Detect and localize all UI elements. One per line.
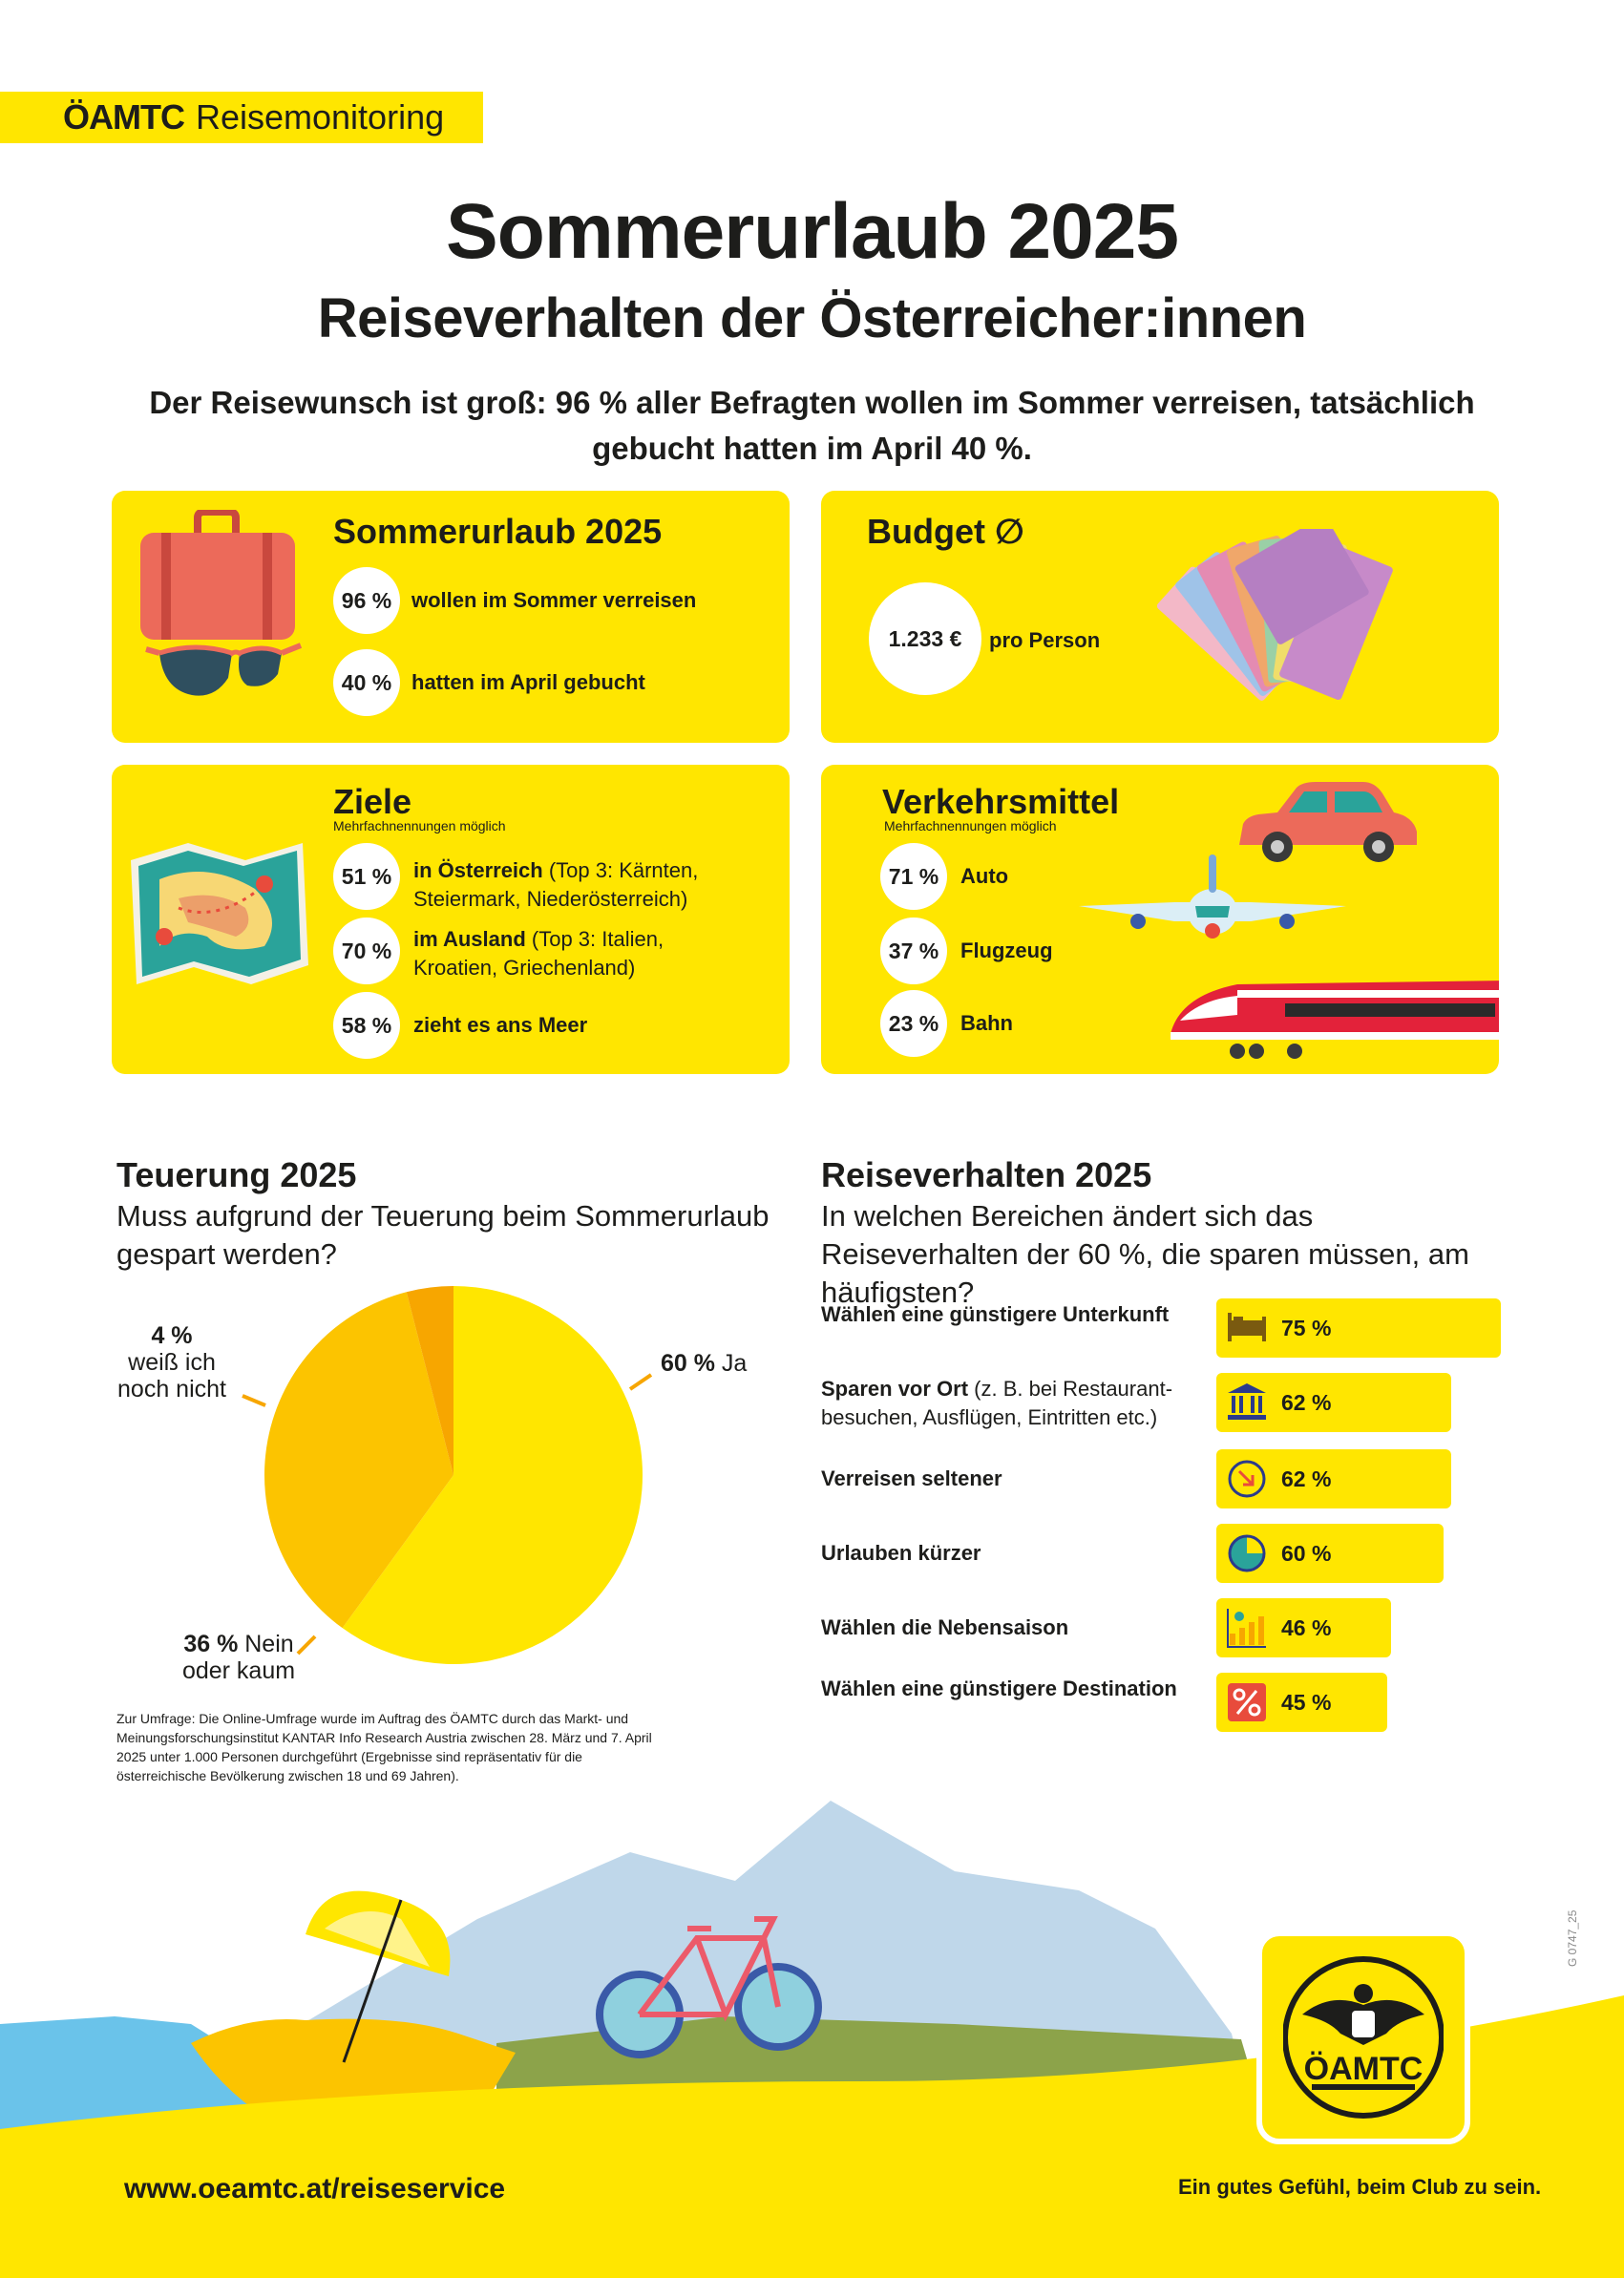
destination-pct-circle: 58 % (333, 992, 400, 1059)
card-destinations-note: Mehrfachnennungen möglich (333, 818, 506, 833)
budget-circle: 1.233 € (869, 582, 981, 695)
inflation-title: Teuerung 2025 (116, 1155, 357, 1194)
destination-rest: (Top 3: Kärnten, Steiermark, Niederösterreich) (413, 858, 699, 911)
destination-rest: (Top 3: Italien, Kroatien, Griechenland) (413, 927, 664, 980)
destination-bold: in Österreich (413, 858, 543, 882)
transport-label: Auto (960, 864, 1009, 888)
destination-pct-circle: 70 % (333, 918, 400, 984)
behaviour-bar-chart (821, 1298, 1501, 1747)
pie-label-ja-pct: 60 % (661, 1350, 715, 1377)
survey-footnote: Zur Umfrage: Die Online-Umfrage wurde im Auftrag des ÖAMTC durch das Markt- und Meinungsforschungsinstitut KANTAR Info Research Austria zwischen 28. März und 7. April 2025 unter 1.000 Personen durchgeführt (Ergebnisse sind repräsentativ für die österreichische Bevölkerung zwischen 18 und 69 Jahren). (116, 1711, 652, 1783)
destination-text (413, 856, 728, 914)
behaviour-row-rest: (z. B. bei Restaurant-besuchen, Ausflügen, Eintritten etc.) (821, 1377, 1173, 1429)
behaviour-bar-value: 45 % (1281, 1689, 1332, 1715)
page-title: Sommerurlaub 2025 (446, 188, 1178, 275)
behaviour-row-label (821, 1465, 1193, 1493)
behaviour-bar-value: 46 % (1281, 1614, 1332, 1640)
train-icon (1171, 977, 1499, 1065)
card-destinations-title: Ziele (333, 782, 412, 821)
destination-pct-circle: 51 % (333, 843, 400, 910)
summer-label: wollen im Sommer verreisen (411, 588, 697, 612)
budget-label: pro Person (989, 628, 1101, 652)
summer-pct-circle: 96 % (333, 567, 400, 634)
behaviour-question: In welchen Bereichen ändert sich das Reiseverhalten der 60 %, die sparen müssen, am häufigsten? (821, 1199, 1469, 1309)
clock-icon (1226, 1532, 1268, 1574)
behaviour-bar-value: 62 % (1281, 1466, 1332, 1491)
pie-leader-unsure (243, 1396, 265, 1405)
behaviour-row-label (821, 1375, 1193, 1432)
behaviour-bar-value: 75 % (1281, 1315, 1332, 1340)
card-budget (821, 491, 1499, 743)
behaviour-bar (1216, 1449, 1451, 1508)
behaviour-bar-value: 60 % (1281, 1540, 1332, 1566)
card-summer-title: Sommerurlaub 2025 (333, 512, 663, 551)
badge-logo-text: ÖAMTC (1303, 2051, 1424, 2087)
behaviour-row-bold: Verreisen seltener (821, 1466, 1002, 1490)
card-transport-title: Verkehrsmittel (882, 782, 1120, 821)
pie-label-nein-pct: 36 % (183, 1631, 239, 1657)
pie-label-nein (162, 1631, 315, 1684)
behaviour-bar (1216, 1298, 1501, 1358)
summer-pct-circle: 40 % (333, 649, 400, 716)
behaviour-bar (1216, 1524, 1444, 1583)
footer-url[interactable]: www.oeamtc.at/reiseservice (124, 2173, 506, 2204)
pie-label-nein-text2: oder kaum (181, 1657, 296, 1684)
transport-label: Flugzeug (960, 939, 1053, 962)
transport-pct-circle: 71 % (880, 843, 947, 910)
airplane-icon (1079, 854, 1346, 969)
transport-label: Bahn (960, 1011, 1013, 1035)
banknotes-icon (1146, 529, 1442, 720)
footer-claim: Ein gutes Gefühl, beim Club zu sein. (1178, 2175, 1542, 2199)
behaviour-row-bold: Wählen die Nebensaison (821, 1615, 1069, 1639)
pie-label-unsure-text1: weiß ich (128, 1349, 216, 1376)
map-icon (121, 832, 312, 1003)
pie-label-ja (661, 1350, 747, 1378)
card-summer (112, 491, 790, 743)
arrow-down-icon (1226, 1458, 1268, 1500)
pie-label-unsure-text2: noch nicht (117, 1376, 226, 1403)
behaviour-row-bold: Wählen eine günstigere Destination (821, 1677, 1177, 1700)
suitcase-icon (138, 510, 310, 710)
behaviour-bar-value: 62 % (1281, 1389, 1332, 1415)
destination-bold: zieht es ans Meer (413, 1013, 588, 1037)
behaviour-row-label (821, 1614, 1193, 1642)
pie-label-nein-text: Nein (238, 1631, 294, 1657)
inflation-pie-chart (239, 1270, 668, 1680)
behaviour-title: Reiseverhalten 2025 (821, 1155, 1152, 1194)
behaviour-row-label (821, 1675, 1193, 1703)
brand-logo: ÖAMTC (63, 97, 184, 137)
destination-bold: im Ausland (413, 927, 526, 951)
card-transport-note: Mehrfachnennungen möglich (884, 818, 1057, 833)
inflation-question: Muss aufgrund der Teuerung beim Sommerurlaub gespart werden? (116, 1199, 770, 1271)
behaviour-bar (1216, 1598, 1391, 1657)
document-code: G 0747_25 (1566, 1909, 1579, 1967)
destination-text (413, 1011, 587, 1040)
museum-icon (1226, 1382, 1268, 1424)
intro-text: Der Reisewunsch ist groß: 96 % aller Befragten wollen im Sommer verreisen, tatsächlich gebucht hatten im April 40 %. (149, 385, 1475, 466)
eagle-logo-icon (1283, 1953, 1444, 2121)
percent-icon (1226, 1681, 1268, 1723)
summer-label: hatten im April gebucht (411, 670, 645, 694)
card-budget-title: Budget ∅ (867, 512, 1024, 551)
pie-label-ja-text: Ja (714, 1350, 748, 1377)
behaviour-bar (1216, 1373, 1451, 1432)
card-destinations (112, 765, 790, 1074)
transport-pct-circle: 23 % (880, 990, 947, 1057)
pie-label-unsure-pct: 4 % (151, 1322, 193, 1349)
brand-name: Reisemonitoring (195, 97, 445, 137)
destination-text (413, 925, 700, 982)
bed-icon (1226, 1307, 1268, 1349)
page-subtitle: Reiseverhalten der Österreicher:innen (317, 287, 1307, 349)
pie-leader-ja (630, 1375, 651, 1389)
behaviour-bar (1216, 1673, 1387, 1732)
season-chart-icon (1226, 1607, 1268, 1649)
brand-tag (0, 92, 483, 143)
behaviour-row-bold: Urlauben kürzer (821, 1541, 981, 1565)
behaviour-row-label (821, 1300, 1193, 1329)
behaviour-row-bold: Wählen eine günstigere Unterkunft (821, 1302, 1170, 1326)
transport-pct-circle: 37 % (880, 918, 947, 984)
oeamtc-badge (1256, 1930, 1470, 2144)
behaviour-row-label (821, 1539, 1193, 1568)
behaviour-row-bold: Sparen vor Ort (821, 1377, 969, 1401)
card-transport (821, 765, 1499, 1074)
pie-label-unsure (105, 1322, 239, 1403)
